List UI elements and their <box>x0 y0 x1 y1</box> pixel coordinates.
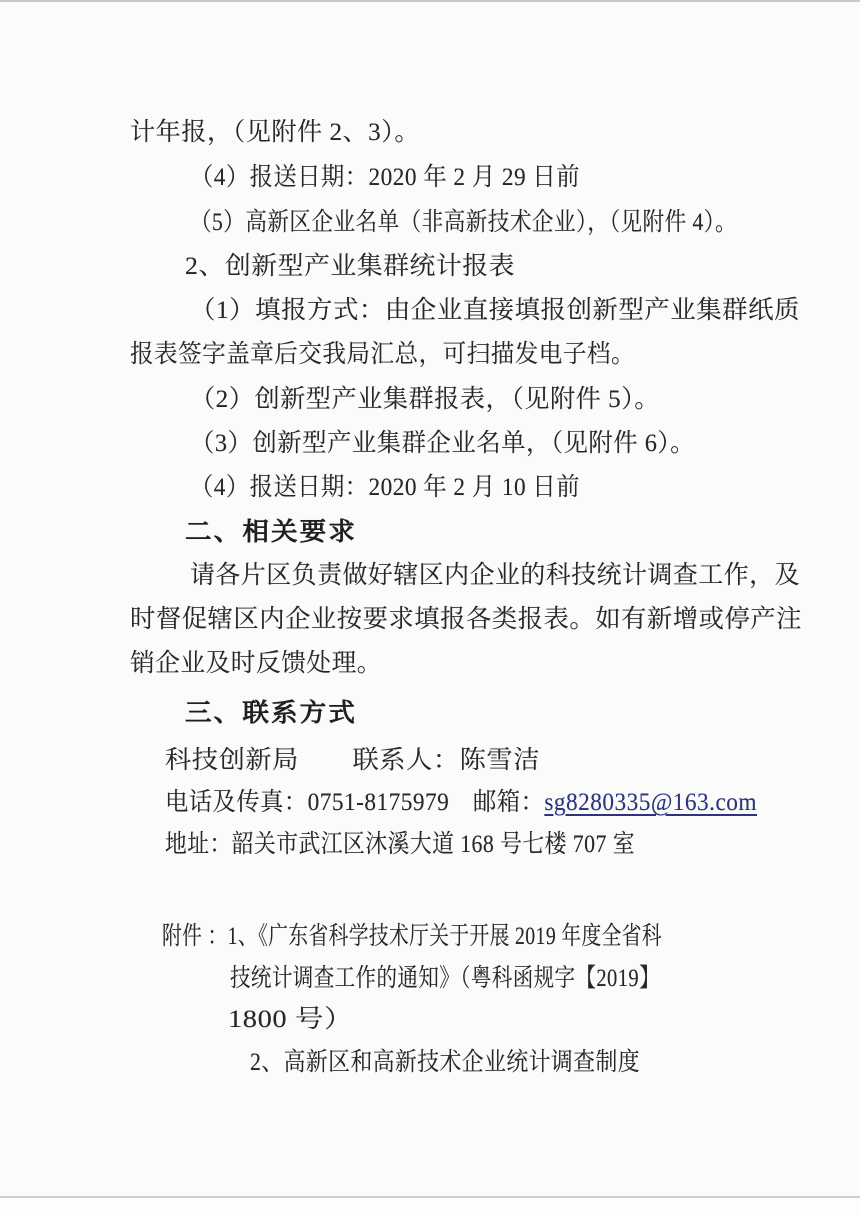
contact-address-line: 地址：韶关市武江区沐溪大道 168 号七楼 707 室 <box>165 831 635 858</box>
body-line-submit-date-2: （4）报送日期：2020 年 2 月 10 日前 <box>190 474 580 501</box>
phone-fax-label: 电话及传真：0751-8175979 邮箱： <box>165 789 545 816</box>
attachment-line-4: 2、高新区和高新技术企业统计调查制度 <box>250 1049 640 1076</box>
attachment-line-3: 1800 号） <box>228 1006 353 1033</box>
section-heading-contact: 三、联系方式 <box>185 699 357 727</box>
attachment-line-2: 技统计调查工作的通知》（粤科函规字【2019】 <box>230 965 660 992</box>
attachment-line-1: 附件 ：1、《广东省科学技术厅关于开展 2019 年度全省科 <box>162 923 662 950</box>
body-line-filling-method-1: （1）填报方式：由企业直接填报创新型产业集群纸质 <box>190 297 800 324</box>
body-line-requirements-1: 请各片区负责做好辖区内企业的科技统计调查工作，及 <box>190 562 800 589</box>
section-heading-requirements: 二、相关要求 <box>185 518 357 546</box>
contact-phone-email-line <box>165 786 757 820</box>
email-link[interactable]: sg8280335@163.com <box>544 789 757 816</box>
body-line-hightech-zone-list: （5）高新区企业名单（非高新技术企业），（见附件 4）。 <box>190 209 737 236</box>
body-line-cluster-report: （2）创新型产业集群报表，（见附件 5）。 <box>190 386 660 413</box>
body-line-cluster-company-list: （3）创新型产业集群企业名单，（见附件 6）。 <box>190 430 695 457</box>
body-line-requirements-3: 销企业及时反馈处理。 <box>130 650 382 677</box>
body-line-annual-report: 计年报，（见附件 2、3）。 <box>130 119 420 146</box>
body-line-submit-date-1: （4）报送日期：2020 年 2 月 29 日前 <box>190 164 580 191</box>
body-line-requirements-2: 时督促辖区内企业按要求填报各类报表。如有新增或停产注 <box>130 606 802 633</box>
contact-agency-line: 科技创新局 联系人：陈雪洁 <box>165 747 540 774</box>
scan-edge-top <box>0 0 860 2</box>
body-line-filling-method-2: 报表签字盖章后交我局汇总，可扫描发电子档。 <box>130 341 635 368</box>
scan-margin-bottom <box>0 1198 860 1215</box>
body-line-cluster-report-title: 2、创新型产业集群统计报表 <box>185 253 515 280</box>
